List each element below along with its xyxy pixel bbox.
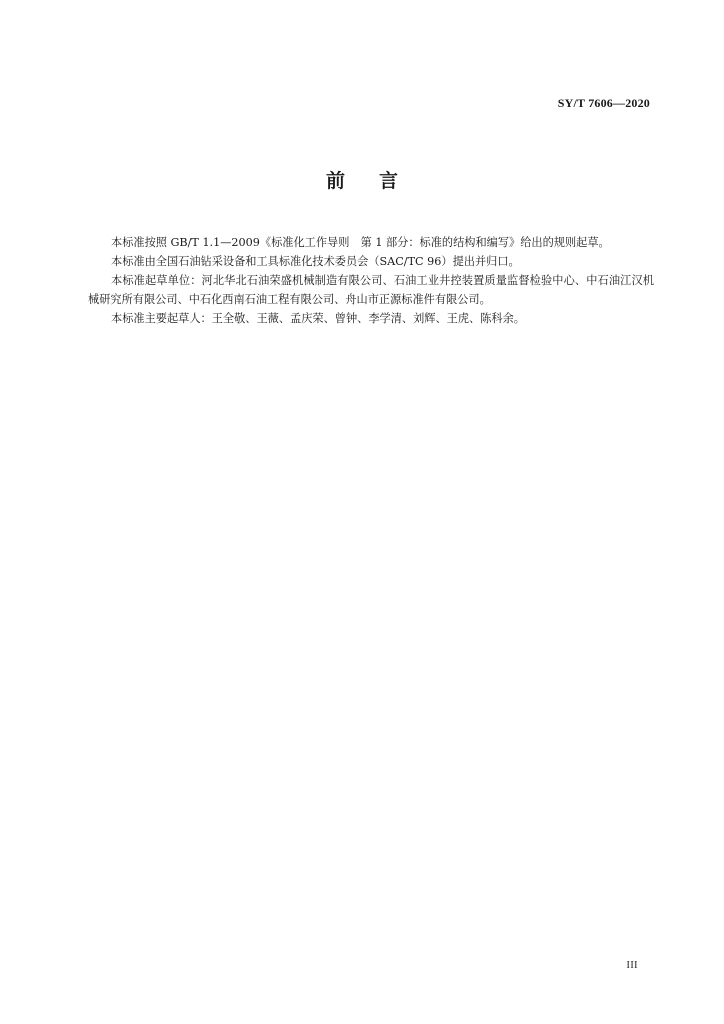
paragraph-drafters: 本标准主要起草人：王全敬、王薇、孟庆荣、曾钟、李学清、刘辉、王虎、陈科余。 (111, 312, 525, 325)
page-title: 前言 (325, 170, 432, 192)
page-number: III (626, 960, 638, 971)
foreword-body (88, 233, 654, 328)
standard-number: SY/T 7606—2020 (557, 96, 650, 110)
paragraph-proposer: 本标准由全国石油钻采设备和工具标准化技术委员会（SAC/TC 96）提出并归口。 (111, 255, 520, 268)
paragraph-drafting-rules: 本标准按照 GB/T 1.1—2009《标准化工作导则 第 1 部分：标准的结构和编写》给出的规则起草。 (111, 236, 610, 249)
paragraph-drafting-units: 本标准起草单位：河北华北石油荣盛机械制造有限公司、石油工业井控装置质量监督检验中心、中石油江汉机械研究所有限公司、中石化西南石油工程有限公司、舟山市正源标准件有限公司。 (88, 274, 654, 306)
